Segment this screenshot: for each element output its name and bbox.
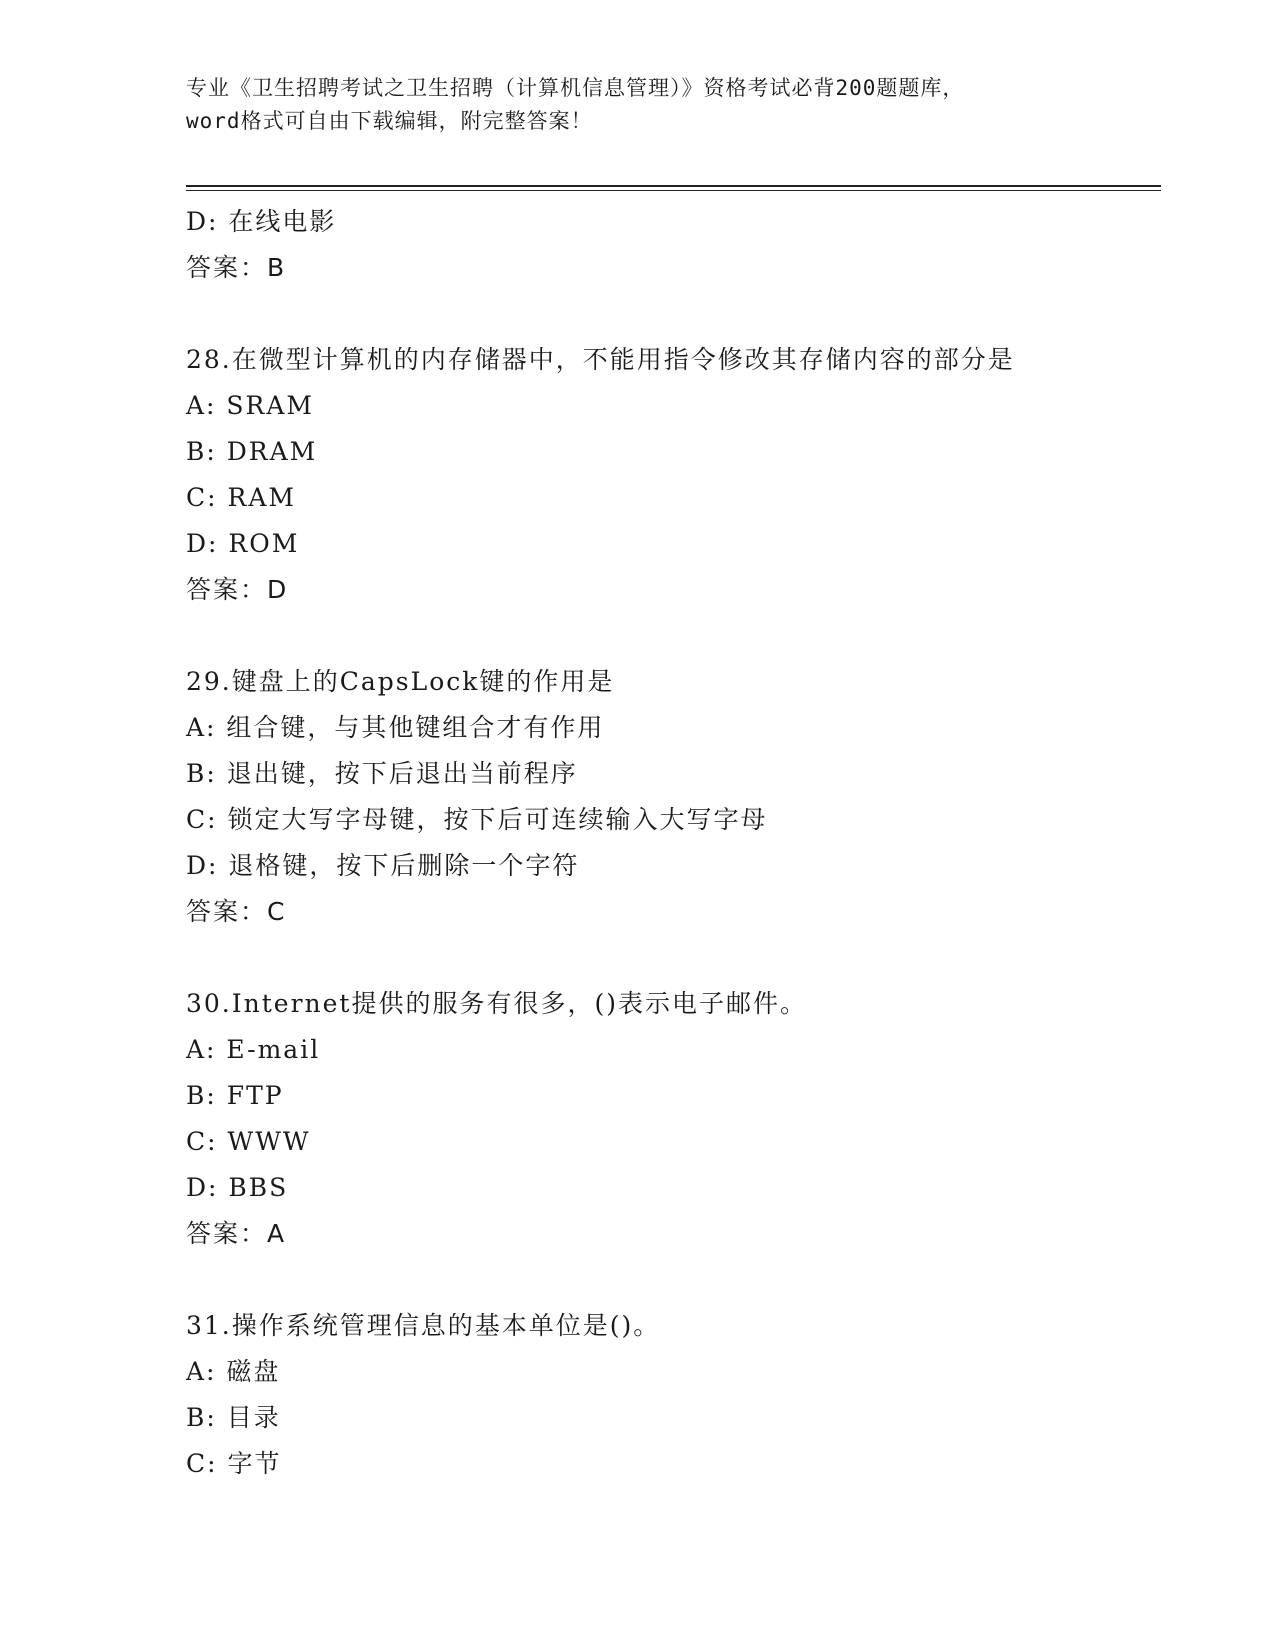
spacer: [186, 613, 1161, 659]
spacer: [186, 935, 1161, 981]
option-b: B: 目录: [186, 1403, 281, 1432]
spacer: [186, 291, 1161, 337]
header-divider-thick: [186, 185, 1161, 187]
option-c: C: 字节: [186, 1449, 282, 1478]
answer-label: 答案：D: [186, 575, 289, 604]
question-31: 31.操作系统管理信息的基本单位是()。: [186, 1311, 661, 1340]
option-a: A: SRAM: [186, 391, 315, 420]
question-30: 30.Internet提供的服务有很多，()表示电子邮件。: [186, 989, 807, 1018]
option-d: D: ROM: [186, 529, 300, 558]
spacer: [186, 1257, 1161, 1303]
answer-label: 答案：B: [186, 253, 287, 282]
option-d: D: BBS: [186, 1173, 289, 1202]
document-header: [186, 72, 1161, 138]
answer-label: 答案：A: [186, 1219, 287, 1248]
option-a: A: E-mail: [186, 1035, 321, 1064]
option-c: C: WWW: [186, 1127, 311, 1156]
question-list: [186, 199, 1161, 1487]
option-a: A: 组合键，与其他键组合才有作用: [186, 713, 605, 742]
option-d: D: 退格键，按下后删除一个字符: [186, 851, 580, 880]
option-b: B: FTP: [186, 1081, 284, 1110]
option-b: B: DRAM: [186, 437, 318, 466]
document-page: [186, 72, 1161, 1487]
question-28: 28.在微型计算机的内存储器中，不能用指令修改其存储内容的部分是: [186, 345, 1015, 374]
option-c: C: RAM: [186, 483, 296, 512]
answer-label: 答案：C: [186, 897, 287, 926]
option-b: B: 退出键，按下后退出当前程序: [186, 759, 578, 788]
option-a: A: 磁盘: [186, 1357, 281, 1386]
option-d: D: 在线电影: [186, 207, 337, 236]
header-divider-thin: [186, 190, 1161, 191]
question-29: 29.键盘上的CapsLock键的作用是: [186, 667, 615, 696]
header-line-1: 专业《卫生招聘考试之卫生招聘（计算机信息管理）》资格考试必背200题题库，: [186, 76, 965, 100]
header-line-2: word格式可自由下载编辑，附完整答案！: [186, 109, 593, 133]
option-c: C: 锁定大写字母键，按下后可连续输入大写字母: [186, 805, 768, 834]
